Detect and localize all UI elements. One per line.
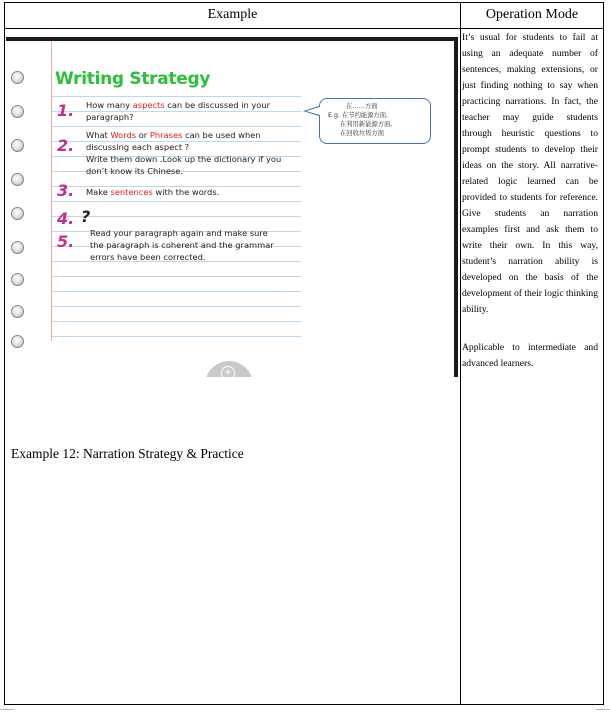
bubble-line-1: 在……方面	[346, 103, 378, 110]
item-number-5: 5.	[57, 232, 75, 251]
mode-paragraph: It’s usual for students to fail at using an adequate number of sentences, making extensions, or just finding nothing to say when practicing narrations. In fact, the teacher may guide students through heuristic questions to prompt students to develop their ideas on the story. All narrative-related logic learned can be provided to students for reference. Give students an narration examples first and ask them to write their own. In this way, student’s narration ability is developed on the basis of the development of their logic thinking ability.	[462, 32, 598, 315]
item-number-2: 2.	[57, 136, 75, 155]
bubble-line-4: 在回收垃圾方面	[340, 130, 385, 137]
add-button[interactable]	[205, 361, 253, 377]
ruled-line	[51, 276, 301, 277]
page-bottom-edge	[0, 707, 610, 713]
plus-icon: +	[221, 366, 235, 377]
header-example: Example	[207, 7, 258, 22]
item-3-text: Make sentences with the words.	[86, 187, 220, 197]
binder-ring-icon	[11, 273, 24, 286]
example-speech-bubble	[319, 98, 431, 144]
binder-ring-icon	[11, 305, 24, 318]
corner-mark-left	[0, 709, 14, 710]
binder-ring-icon	[11, 173, 24, 186]
notebook-image	[6, 37, 458, 377]
binder-ring-icon	[11, 105, 24, 118]
item-number-1: 1.	[57, 101, 75, 120]
applicable-level: Applicable to intermediate and advanced learners.	[462, 342, 598, 369]
binder-ring-icon	[11, 139, 24, 152]
header-operation-mode: Operation Mode	[485, 7, 579, 22]
binder-ring-icon	[11, 335, 24, 348]
image-top-border	[6, 37, 458, 41]
ruled-line	[51, 336, 301, 337]
bubble-eg: E.g. 在节约能源方面,	[328, 112, 389, 119]
item-5-text: Read your paragraph again and make sure the paragraph is coherent and the grammar errors have been corrected.	[90, 228, 274, 262]
notebook-paper	[6, 41, 454, 377]
ruled-line	[51, 321, 301, 322]
header-divider	[5, 28, 603, 29]
item-number-4: 4.	[57, 209, 75, 228]
column-divider	[460, 3, 461, 704]
ruled-line	[51, 291, 301, 292]
bubble-line-3: 在利用新能源方面,	[340, 121, 393, 128]
item-number-3: 3.	[57, 181, 75, 200]
binder-ring-icon	[11, 207, 24, 220]
ruled-line	[51, 201, 301, 202]
margin-line	[51, 41, 52, 341]
operation-mode-text	[462, 30, 598, 394]
example-caption: Example 12: Narration Strategy & Practice	[11, 446, 244, 461]
corner-mark-right	[596, 709, 610, 710]
ruled-line	[51, 306, 301, 307]
binder-ring-icon	[11, 71, 24, 84]
ruled-line	[51, 96, 301, 97]
item-1-text: How many aspects can be discussed in your paragraph?	[86, 100, 271, 122]
binder-ring-icon	[11, 241, 24, 254]
item-4-question-mark: ?	[81, 207, 91, 226]
ruled-line	[51, 126, 301, 127]
item-2-text: What Words or Phrases can be used when discussing each aspect ? Write them down .Look up the dictionary if you don’t know its Chinese.	[86, 130, 282, 176]
image-right-border	[454, 37, 458, 377]
writing-strategy-title: Writing Strategy	[55, 69, 211, 89]
bubble-tail-inner	[306, 107, 320, 115]
